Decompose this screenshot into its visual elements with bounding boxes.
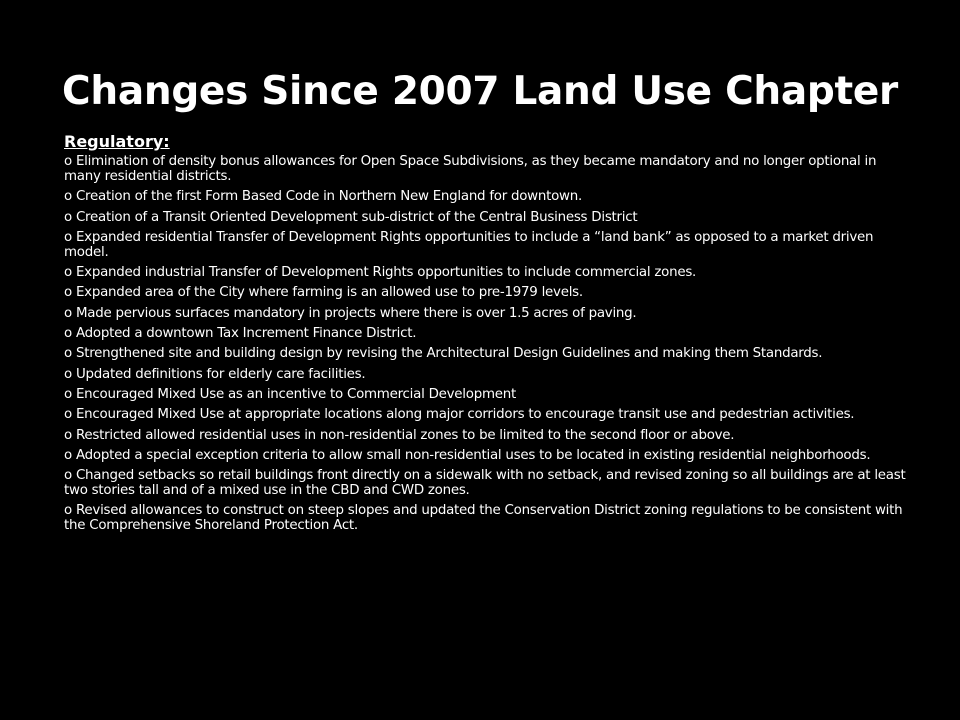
list-item-text: Expanded industrial Transfer of Development Rights opportunities to include commercial zones.	[75, 265, 697, 281]
bullet-marker: o	[64, 265, 72, 281]
list-item-text: Encouraged Mixed Use at appropriate locations along major corridors to encourage transit use and pedestrian activities.	[75, 407, 855, 423]
bullet-marker: o	[64, 468, 72, 484]
list-item-text: Adopted a downtown Tax Increment Finance District.	[75, 326, 417, 342]
list-item	[64, 230, 906, 260]
list-item-text: Expanded residential Transfer of Development Rights opportunities to include a “land bank” as opposed to a market driven model.	[64, 229, 874, 260]
list-item-text: Expanded area of the City where farming is an allowed use to pre-1979 levels.	[75, 285, 583, 301]
list-item-text: Made pervious surfaces mandatory in projects where there is over 1.5 acres of paving.	[75, 305, 637, 321]
list-item	[64, 428, 906, 443]
bullet-marker: o	[64, 427, 72, 443]
bullet-marker: o	[64, 326, 72, 342]
bullet-marker: o	[64, 407, 72, 423]
list-item-text: Changed setbacks so retail buildings front directly on a sidewalk with no setback, and revised zoning so all buildings are at least two stories tall and of a mixed use in the CBD and CWD zones.	[64, 468, 906, 499]
list-item	[64, 367, 906, 382]
list-item	[64, 189, 906, 204]
slide-title: Changes Since 2007 Land Use Chapter	[62, 69, 898, 114]
bullet-marker: o	[64, 154, 72, 169]
list-item	[64, 387, 906, 402]
list-item-text: Adopted a special exception criteria to allow small non-residential uses to be located in existing residential neighborhoods.	[75, 447, 871, 463]
list-item-text: Creation of the first Form Based Code in Northern New England for downtown.	[75, 189, 583, 205]
bullet-marker: o	[64, 285, 72, 301]
section-heading: Regulatory:	[64, 132, 170, 151]
bullet-marker: o	[64, 447, 72, 463]
bullet-marker: o	[64, 209, 72, 225]
list-item	[64, 468, 906, 498]
list-item-text: Revised allowances to construct on steep slopes and updated the Conservation District zoning regulations to be consistent with the Comprehensive Shoreland Protection Act.	[64, 503, 903, 534]
bullet-list	[64, 154, 906, 533]
bullet-marker: o	[64, 229, 72, 245]
list-item	[64, 346, 906, 361]
list-item-text: Restricted allowed residential uses in non-residential zones to be limited to the second floor or above.	[75, 427, 735, 443]
bullet-marker: o	[64, 346, 72, 362]
bullet-marker: o	[64, 386, 72, 402]
list-item-text: Elimination of density bonus allowances for Open Space Subdivisions, as they became mandatory and no longer optional in many residential districts.	[64, 154, 877, 184]
list-item	[64, 326, 906, 341]
bullet-marker: o	[64, 366, 72, 382]
list-item	[64, 448, 906, 463]
list-item-text: Creation of a Transit Oriented Development sub-district of the Central Business District	[75, 209, 638, 225]
list-item	[64, 407, 906, 422]
list-item	[64, 154, 906, 184]
list-item-text: Updated definitions for elderly care facilities.	[75, 366, 366, 382]
list-item	[64, 265, 906, 280]
list-item	[64, 210, 906, 225]
list-item-text: Encouraged Mixed Use as an incentive to Commercial Development	[75, 386, 516, 402]
list-item	[64, 503, 906, 533]
bullet-marker: o	[64, 189, 72, 205]
list-item	[64, 285, 906, 300]
list-item-text: Strengthened site and building design by revising the Architectural Design Guidelines and making them Standards.	[75, 346, 823, 362]
bullet-marker: o	[64, 503, 72, 519]
list-item	[64, 306, 906, 321]
bullet-marker: o	[64, 305, 72, 321]
slide-content	[64, 132, 906, 539]
